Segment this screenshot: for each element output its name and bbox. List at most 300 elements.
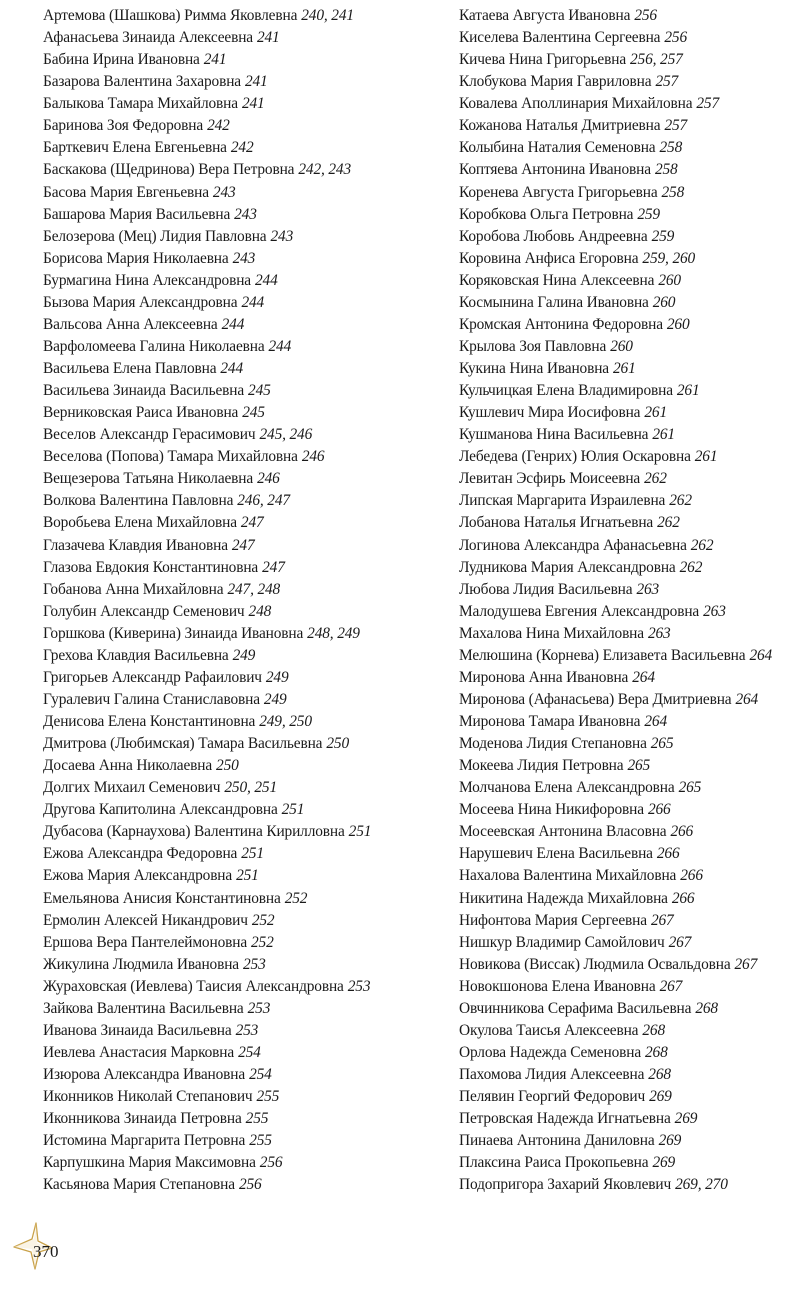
entry-pages: 267 — [734, 955, 758, 973]
entry-pages: 243 — [234, 205, 257, 223]
index-entry — [459, 667, 799, 689]
entry-pages: 254 — [238, 1043, 261, 1061]
index-entry — [43, 182, 443, 204]
entry-name: Иконникова Зинаида Петровна — [43, 1110, 242, 1128]
index-entry — [459, 27, 799, 49]
entry-pages: 250 — [216, 757, 239, 775]
page-number: 370 — [33, 1242, 59, 1261]
entry-name: Ермолин Алексей Никандрович — [43, 911, 248, 929]
index-entry — [43, 5, 443, 27]
entry-pages: 247 — [231, 536, 255, 554]
entry-pages: 269 — [658, 1132, 682, 1150]
entry-pages: 257 — [696, 95, 720, 113]
index-entry — [459, 115, 799, 137]
entry-pages: 248 — [248, 602, 272, 620]
entry-name: Ежова Мария Александровна — [43, 867, 233, 885]
index-entry — [43, 865, 443, 887]
entry-name: Изюрова Александра Ивановна — [43, 1066, 246, 1083]
entry-name: Васильева Зинаида Васильевна — [43, 382, 245, 400]
entry-name: Миронова (Афанасьева) Вера Дмитриевна — [459, 690, 732, 708]
index-entry — [43, 1086, 443, 1108]
index-entry — [43, 27, 443, 49]
index-entry — [43, 1020, 443, 1042]
entry-name: Бызова Мария Александровна — [43, 293, 238, 311]
entry-pages: 261 — [676, 382, 700, 400]
entry-pages: 263 — [647, 624, 671, 642]
entry-pages: 256 — [238, 1176, 262, 1194]
index-entry — [43, 159, 443, 181]
entry-pages: 258 — [654, 161, 678, 179]
entry-name: Орлова Надежда Семеновна — [459, 1043, 641, 1061]
index-entry — [459, 1020, 799, 1042]
entry-name: Овчинникова Серафима Васильевна — [459, 999, 692, 1017]
entry-pages: 253 — [247, 999, 271, 1017]
entry-pages: 251 — [348, 823, 372, 841]
entry-pages: 240, 241 — [301, 7, 354, 24]
index-entry — [43, 115, 443, 137]
index-entry — [459, 93, 799, 115]
entry-name: Волкова Валентина Павловна — [43, 492, 234, 510]
index-entry — [459, 579, 799, 601]
entry-name: Иевлева Анастасия Марковна — [43, 1043, 235, 1061]
entry-name: Касьянова Мария Степановна — [43, 1176, 235, 1194]
index-entry — [459, 843, 799, 865]
entry-pages: 247, 248 — [227, 580, 281, 598]
index-entry — [459, 645, 799, 667]
index-entry — [459, 137, 799, 159]
entry-pages: 256 — [634, 7, 657, 24]
entry-pages: 241 — [256, 29, 280, 47]
entry-name: Лобанова Наталья Игнатьевна — [459, 514, 654, 532]
index-entry — [459, 1174, 799, 1196]
index-entry — [459, 248, 799, 270]
entry-pages: 257 — [655, 73, 679, 91]
index-entry — [459, 1064, 799, 1086]
index-entry — [459, 976, 799, 998]
entry-pages: 263 — [703, 602, 726, 620]
entry-pages: 252 — [251, 911, 275, 929]
entry-pages: 251 — [236, 867, 259, 885]
index-entry — [43, 557, 443, 579]
index-entry — [43, 601, 443, 623]
entry-name: Мосеева Нина Никифоровна — [459, 801, 644, 819]
entry-pages: 251 — [281, 801, 305, 819]
entry-name: Крылова Зоя Павловна — [459, 337, 607, 355]
index-entry — [459, 910, 799, 932]
index-entry — [43, 204, 443, 226]
entry-pages: 264 — [735, 690, 759, 708]
index-entry — [43, 711, 443, 733]
entry-name: Катаева Августа Ивановна — [459, 7, 631, 24]
index-entry — [459, 380, 799, 402]
index-entry — [459, 314, 799, 336]
entry-pages: 266 — [680, 867, 703, 885]
entry-pages: 252 — [284, 889, 308, 907]
entry-name: Липская Маргарита Израилевна — [459, 492, 666, 510]
entry-pages: 243 — [270, 227, 294, 245]
entry-name: Долгих Михаил Семенович — [43, 779, 221, 797]
entry-name: Горшкова (Киверина) Зинаида Ивановна — [43, 624, 304, 642]
entry-name: Космынина Галина Ивановна — [459, 293, 649, 311]
entry-pages: 260 — [666, 315, 690, 333]
entry-name: Лебедева (Генрих) Юлия Оскаровна — [459, 448, 691, 466]
entry-pages: 252 — [251, 933, 274, 951]
entry-name: Жикулина Людмила Ивановна — [43, 955, 239, 973]
entry-name: Никитина Надежда Михайловна — [459, 889, 668, 907]
entry-name: Афанасьева Зинаида Алексеевна — [43, 29, 253, 47]
entry-name: Нифонтова Мария Сергеевна — [459, 911, 647, 929]
entry-pages: 266 — [671, 889, 695, 907]
entry-name: Артемова (Шашкова) Римма Яковлевна — [43, 7, 298, 24]
entry-pages: 258 — [659, 139, 683, 157]
entry-name: Кушманова Нина Васильевна — [459, 426, 649, 444]
index-entry — [43, 645, 443, 667]
entry-name: Лудникова Мария Александровна — [459, 558, 676, 576]
index-entry — [459, 1152, 799, 1174]
entry-name: Клобукова Мария Гавриловна — [459, 73, 652, 91]
index-entry — [459, 5, 799, 27]
entry-pages: 267 — [650, 911, 674, 929]
index-entry — [459, 424, 799, 446]
entry-name: Малодушева Евгения Александровна — [459, 602, 700, 620]
index-entry — [43, 976, 443, 998]
entry-name: Коренева Августа Григорьевна — [459, 183, 658, 201]
entry-name: Веселов Александр Герасимович — [43, 426, 256, 444]
entry-name: Гуралевич Галина Станиславовна — [43, 690, 260, 708]
entry-pages: 244 — [254, 271, 278, 289]
entry-pages: 249 — [265, 668, 289, 686]
entry-pages: 255 — [256, 1088, 280, 1106]
entry-name: Верниковская Раиса Ивановна — [43, 404, 239, 422]
index-column-right — [459, 5, 799, 1196]
entry-pages: 268 — [645, 1043, 668, 1061]
index-entry — [459, 535, 799, 557]
index-entry — [459, 182, 799, 204]
entry-pages: 256 — [664, 29, 687, 47]
index-entry — [459, 623, 799, 645]
index-entry — [459, 226, 799, 248]
entry-name: Логинова Александра Афанасьевна — [459, 536, 687, 554]
entry-name: Кульчицкая Елена Владимировна — [459, 382, 673, 400]
entry-pages: 242 — [207, 117, 230, 135]
entry-pages: 267 — [659, 977, 683, 995]
index-entry — [43, 733, 443, 755]
entry-name: Коптяева Антонина Ивановна — [459, 161, 651, 179]
entry-pages: 242 — [230, 139, 254, 157]
entry-name: Коровина Анфиса Егоровна — [459, 249, 639, 267]
index-entry — [43, 888, 443, 910]
index-entry — [43, 248, 443, 270]
entry-pages: 260 — [658, 271, 681, 289]
entry-name: Досаева Анна Николаевна — [43, 757, 213, 775]
entry-pages: 255 — [249, 1132, 272, 1150]
entry-name: Дубасова (Карнаухова) Валентина Кирилловна — [43, 823, 345, 841]
index-entry — [459, 601, 799, 623]
entry-name: Голубин Александр Семенович — [43, 602, 245, 620]
entry-name: Нахалова Валентина Михайловна — [459, 867, 677, 885]
entry-pages: 243 — [212, 183, 236, 201]
entry-name: Пинаева Антонина Даниловна — [459, 1132, 655, 1150]
entry-pages: 263 — [636, 580, 660, 598]
index-entry — [459, 932, 799, 954]
entry-pages: 269 — [649, 1088, 672, 1106]
entry-name: Иванова Зинаида Васильевна — [43, 1021, 232, 1039]
entry-pages: 264 — [632, 668, 655, 686]
index-entry — [43, 93, 443, 115]
entry-pages: 245 — [242, 404, 265, 422]
entry-pages: 256 — [259, 1154, 283, 1172]
entry-pages: 248, 249 — [307, 624, 360, 642]
entry-name: Воробьева Елена Михайловна — [43, 514, 237, 532]
index-entry — [43, 755, 443, 777]
entry-name: Нишкур Владимир Самойлович — [459, 933, 665, 951]
entry-pages: 253 — [235, 1021, 259, 1039]
entry-name: Кушлевич Мира Иосифовна — [459, 404, 641, 422]
entry-name: Вальсова Анна Алексеевна — [43, 315, 218, 333]
entry-name: Башарова Мария Васильевна — [43, 205, 231, 223]
index-entry — [43, 623, 443, 645]
entry-pages: 265 — [678, 779, 702, 797]
entry-name: Белозерова (Мец) Лидия Павловна — [43, 227, 267, 245]
index-entry — [43, 910, 443, 932]
index-entry — [43, 799, 443, 821]
entry-name: Пелявин Георгий Федорович — [459, 1088, 646, 1106]
entry-pages: 246 — [301, 448, 325, 466]
entry-pages: 246 — [257, 470, 280, 488]
index-entry — [43, 1064, 443, 1086]
index-entry — [43, 424, 443, 446]
entry-name: Глазачева Клавдия Ивановна — [43, 536, 228, 554]
entry-pages: 262 — [644, 470, 667, 488]
index-entry — [43, 270, 443, 292]
index-entry — [43, 689, 443, 711]
entry-pages: 242, 243 — [298, 161, 352, 179]
entry-pages: 268 — [648, 1066, 671, 1083]
entry-name: Миронова Тамара Ивановна — [459, 713, 641, 730]
index-entry — [459, 71, 799, 93]
entry-pages: 244 — [221, 315, 245, 333]
entry-name: Гобанова Анна Михайловна — [43, 580, 224, 598]
entry-name: Махалова Нина Михайловна — [459, 624, 644, 642]
entry-name: Басова Мария Евгеньевна — [43, 183, 209, 201]
entry-pages: 260 — [610, 337, 633, 355]
index-entry — [459, 336, 799, 358]
index-entry — [43, 1130, 443, 1152]
index-entry — [459, 1130, 799, 1152]
entry-pages: 243 — [232, 249, 256, 267]
entry-name: Нарушевич Елена Васильевна — [459, 845, 653, 863]
index-entry — [459, 799, 799, 821]
index-entry — [43, 490, 443, 512]
entry-name: Баскакова (Щедринова) Вера Петровна — [43, 161, 295, 179]
index-entry — [459, 954, 799, 976]
index-entry — [43, 226, 443, 248]
entry-pages: 259, 260 — [642, 249, 696, 267]
entry-pages: 264 — [749, 646, 773, 664]
entry-name: Борисова Мария Николаевна — [43, 249, 229, 267]
index-entry — [459, 204, 799, 226]
index-entry — [43, 535, 443, 557]
entry-name: Петровская Надежда Игнатьевна — [459, 1110, 671, 1128]
entry-name: Коробова Любовь Андреевна — [459, 227, 648, 245]
entry-name: Новокшонова Елена Ивановна — [459, 977, 656, 995]
index-entry — [43, 667, 443, 689]
entry-name: Пахомова Лидия Алексеевна — [459, 1066, 645, 1083]
entry-name: Дмитрова (Любимская) Тамара Васильевна — [43, 735, 323, 753]
entry-pages: 261 — [694, 448, 718, 466]
index-entry — [459, 512, 799, 534]
entry-pages: 261 — [612, 360, 636, 377]
entry-pages: 266 — [647, 801, 671, 819]
index-entry — [459, 755, 799, 777]
entry-pages: 251 — [241, 845, 264, 863]
index-entry — [459, 689, 799, 711]
entry-name: Глазова Евдокия Константиновна — [43, 558, 259, 576]
entry-pages: 261 — [644, 404, 668, 422]
index-entry — [459, 777, 799, 799]
entry-name: Коряковская Нина Алексеевна — [459, 271, 655, 289]
entry-pages: 254 — [249, 1066, 272, 1083]
entry-pages: 267 — [668, 933, 692, 951]
index-entry — [459, 1042, 799, 1064]
entry-pages: 249 — [232, 646, 256, 664]
entry-pages: 245 — [248, 382, 271, 400]
entry-name: Иконников Николай Степанович — [43, 1088, 253, 1106]
entry-pages: 250 — [326, 735, 350, 753]
index-entry — [459, 490, 799, 512]
index-entry — [459, 292, 799, 314]
index-entry — [43, 932, 443, 954]
entry-pages: 241 — [203, 51, 227, 69]
entry-pages: 256, 257 — [630, 51, 683, 69]
entry-name: Окулова Таисья Алексеевна — [459, 1021, 639, 1039]
index-entry — [459, 159, 799, 181]
entry-pages: 269, 270 — [675, 1176, 728, 1194]
index-entry — [43, 998, 443, 1020]
entry-name: Карпушкина Мария Максимовна — [43, 1154, 256, 1172]
index-entry — [43, 402, 443, 424]
entry-pages: 269 — [674, 1110, 698, 1128]
index-entry — [459, 557, 799, 579]
index-entry — [43, 1152, 443, 1174]
entry-pages: 261 — [652, 426, 675, 444]
entry-name: Баринова Зоя Федоровна — [43, 117, 204, 135]
entry-pages: 249, 250 — [259, 713, 312, 730]
entry-name: Кромская Антонина Федоровна — [459, 315, 663, 333]
entry-name: Бабина Ирина Ивановна — [43, 51, 200, 69]
entry-name: Кичева Нина Григорьевна — [459, 51, 626, 69]
entry-name: Веселова (Попова) Тамара Михайловна — [43, 448, 298, 466]
index-entry — [459, 446, 799, 468]
entry-pages: 268 — [642, 1021, 665, 1039]
index-entry — [459, 888, 799, 910]
entry-pages: 244 — [220, 360, 244, 377]
entry-name: Другова Капитолина Александровна — [43, 801, 278, 819]
entry-name: Балыкова Тамара Михайловна — [43, 95, 238, 113]
entry-name: Васильева Елена Павловна — [43, 360, 217, 377]
entry-name: Коробкова Ольга Петровна — [459, 205, 634, 223]
entry-pages: 258 — [661, 183, 685, 201]
index-entry — [459, 468, 799, 490]
entry-pages: 262 — [679, 558, 703, 576]
entry-pages: 262 — [657, 514, 680, 532]
index-entry — [43, 954, 443, 976]
entry-name: Кожанова Наталья Дмитриевна — [459, 117, 661, 135]
entry-name: Бурмагина Нина Александровна — [43, 271, 251, 289]
entry-pages: 257 — [664, 117, 688, 135]
index-entry — [459, 711, 799, 733]
entry-name: Барткевич Елена Евгеньевна — [43, 139, 227, 157]
entry-name: Кукина Нина Ивановна — [459, 360, 609, 377]
entry-name: Мосеевская Антонина Власовна — [459, 823, 667, 841]
entry-pages: 259 — [637, 205, 660, 223]
entry-name: Григорьев Александр Рафаилович — [43, 668, 262, 686]
entry-name: Миронова Анна Ивановна — [459, 668, 629, 686]
index-entry — [43, 71, 443, 93]
index-entry — [43, 579, 443, 601]
entry-name: Ершова Вера Пантелеймоновна — [43, 933, 247, 951]
index-entry — [43, 1042, 443, 1064]
index-entry — [43, 292, 443, 314]
index-entry — [43, 468, 443, 490]
index-entry — [43, 358, 443, 380]
index-entry — [43, 777, 443, 799]
entry-pages: 266 — [656, 845, 680, 863]
index-entry — [459, 733, 799, 755]
entry-name: Левитан Эсфирь Моисеевна — [459, 470, 641, 488]
entry-name: Моденова Лидия Степановна — [459, 735, 647, 753]
index-entry — [459, 270, 799, 292]
entry-name: Новикова (Виссак) Людмила Освальдовна — [459, 955, 731, 973]
index-entry — [459, 865, 799, 887]
entry-name: Плаксина Раиса Прокопьевна — [459, 1154, 649, 1172]
index-entry — [459, 49, 799, 71]
entry-name: Зайкова Валентина Васильевна — [43, 999, 244, 1017]
index-entry — [43, 314, 443, 336]
index-entry — [43, 1108, 443, 1130]
entry-pages: 247 — [240, 514, 264, 532]
index-entry — [43, 843, 443, 865]
entry-name: Мокеева Лидия Петровна — [459, 757, 624, 775]
index-entry — [43, 446, 443, 468]
entry-pages: 247 — [262, 558, 285, 576]
entry-name: Базарова Валентина Захаровна — [43, 73, 241, 91]
index-entry — [459, 402, 799, 424]
entry-pages: 265 — [650, 735, 674, 753]
index-entry — [43, 380, 443, 402]
index-entry — [459, 821, 799, 843]
index-entry — [459, 998, 799, 1020]
index-entry — [459, 1086, 799, 1108]
entry-name: Емельянова Анисия Константиновна — [43, 889, 281, 907]
entry-name: Варфоломеева Галина Николаевна — [43, 337, 265, 355]
entry-pages: 241 — [241, 95, 265, 113]
entry-name: Денисова Елена Константиновна — [43, 713, 256, 730]
entry-name: Любова Лидия Васильевна — [459, 580, 633, 598]
entry-name: Истомина Маргарита Петровна — [43, 1132, 246, 1150]
entry-name: Киселева Валентина Сергеевна — [459, 29, 661, 47]
entry-pages: 249 — [263, 690, 287, 708]
index-entry — [43, 1174, 443, 1196]
entry-pages: 265 — [627, 757, 651, 775]
index-entry — [459, 1108, 799, 1130]
entry-pages: 255 — [245, 1110, 269, 1128]
entry-name: Молчанова Елена Александровна — [459, 779, 675, 797]
entry-name: Мелюшина (Корнева) Елизавета Васильевна — [459, 646, 746, 664]
index-entry — [43, 821, 443, 843]
entry-pages: 253 — [242, 955, 266, 973]
entry-pages: 244 — [241, 293, 265, 311]
